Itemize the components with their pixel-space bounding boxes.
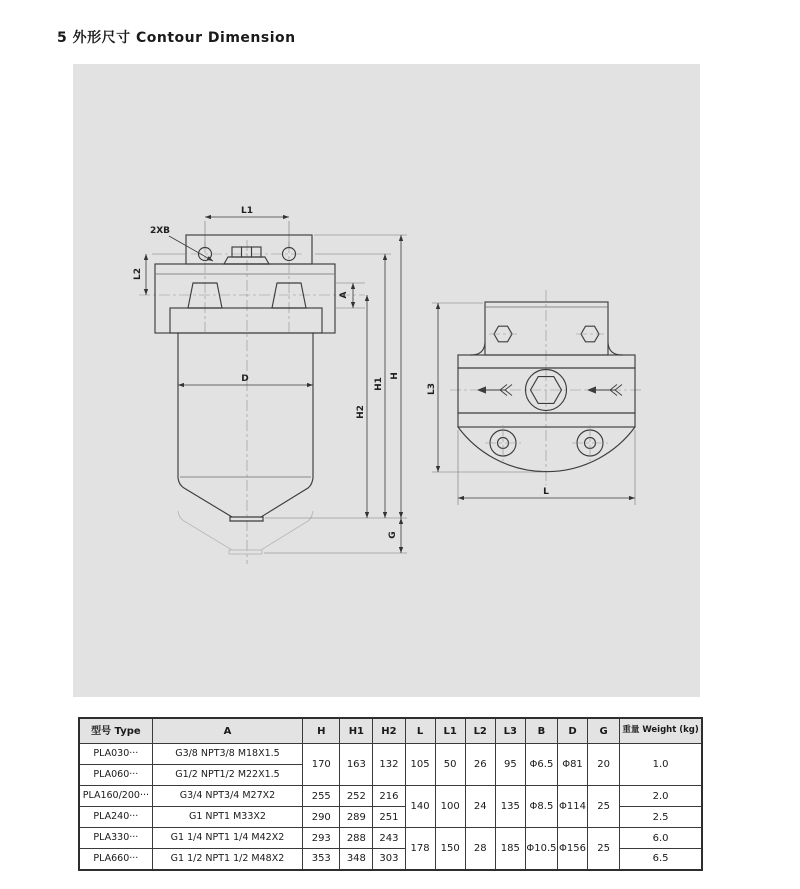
dim-label-h2: H2 <box>356 405 366 419</box>
col-header-h2: H2 <box>373 718 405 744</box>
cell-h2: 243 <box>373 828 405 849</box>
cell-a: G3/4 NPT3/4 M27X2 <box>152 786 302 807</box>
dim-label-l: L <box>543 487 549 497</box>
cell-l1: 50 <box>435 744 465 786</box>
cell-type: PLA030··· <box>79 744 152 765</box>
dim-label-2xb: 2XB <box>149 226 171 236</box>
top-view-drawing <box>427 290 643 505</box>
col-header-d: D <box>557 718 587 744</box>
cell-h: 290 <box>303 807 340 828</box>
dim-label-l2: L2 <box>133 268 143 280</box>
cell-weight: 2.5 <box>620 807 702 828</box>
dim-label-d: D <box>241 374 249 384</box>
cell-weight: 6.5 <box>620 849 702 870</box>
drawing-panel <box>73 64 700 697</box>
cell-h1: 289 <box>340 807 373 828</box>
dim-label-a: A <box>339 291 349 299</box>
cell-h2: 251 <box>373 807 405 828</box>
dim-label-l1: L1 <box>241 206 253 216</box>
cell-b: Φ6.5 <box>525 744 557 786</box>
table-row <box>79 828 702 849</box>
cell-h: 255 <box>303 786 340 807</box>
cell-h: 170 <box>303 744 340 786</box>
cell-weight: 2.0 <box>620 786 702 807</box>
cell-l: 178 <box>405 828 435 870</box>
cell-h2: 216 <box>373 786 405 807</box>
cell-d: Φ156 <box>557 828 587 870</box>
cell-l3: 135 <box>495 786 525 828</box>
dim-label-g: G <box>388 531 398 539</box>
cell-h1: 163 <box>340 744 373 786</box>
cell-h1: 348 <box>340 849 373 870</box>
cell-a: G1 1/4 NPT1 1/4 M42X2 <box>152 828 302 849</box>
cell-h: 353 <box>303 849 340 870</box>
cell-h1: 288 <box>340 828 373 849</box>
cell-h1: 252 <box>340 786 373 807</box>
cell-a: G1 1/2 NPT1 1/2 M48X2 <box>152 849 302 870</box>
cell-b: Φ10.5 <box>525 828 557 870</box>
dim-label-h: H <box>390 372 400 380</box>
front-view-drawing <box>133 206 407 564</box>
cell-type: PLA240··· <box>79 807 152 828</box>
col-header-b: B <box>525 718 557 744</box>
cell-l2: 26 <box>465 744 495 786</box>
cell-g: 25 <box>588 828 620 870</box>
col-header-g: G <box>588 718 620 744</box>
table-row <box>79 744 702 765</box>
col-header-a: A <box>152 718 302 744</box>
cell-l: 105 <box>405 744 435 786</box>
cell-weight: 1.0 <box>620 744 702 786</box>
cell-h2: 303 <box>373 849 405 870</box>
cell-type: PLA330··· <box>79 828 152 849</box>
cell-a: G1 NPT1 M33X2 <box>152 807 302 828</box>
table-header-row <box>79 718 702 744</box>
table-row <box>79 786 702 807</box>
cell-l2: 28 <box>465 828 495 870</box>
dim-label-l3: L3 <box>427 383 437 395</box>
cell-d: Φ81 <box>557 744 587 786</box>
col-header-l3: L3 <box>495 718 525 744</box>
cell-type: PLA660··· <box>79 849 152 870</box>
cell-g: 20 <box>588 744 620 786</box>
cell-l2: 24 <box>465 786 495 828</box>
cell-h2: 132 <box>373 744 405 786</box>
col-header-l1: L1 <box>435 718 465 744</box>
col-header-l: L <box>405 718 435 744</box>
page-title: 5 外形尺寸 Contour Dimension <box>57 30 296 46</box>
cell-l: 140 <box>405 786 435 828</box>
cell-d: Φ114 <box>557 786 587 828</box>
cell-weight: 6.0 <box>620 828 702 849</box>
cell-a: G1/2 NPT1/2 M22X1.5 <box>152 765 302 786</box>
col-header-l2: L2 <box>465 718 495 744</box>
col-header-type: 型号 Type <box>79 718 152 744</box>
cell-a: G3/8 NPT3/8 M18X1.5 <box>152 744 302 765</box>
cell-l1: 150 <box>435 828 465 870</box>
col-header-h1: H1 <box>340 718 373 744</box>
cell-g: 25 <box>588 786 620 828</box>
col-header-weight: 重量 Weight (kg) <box>620 718 702 744</box>
cell-type: PLA060··· <box>79 765 152 786</box>
contour-dimension-drawing <box>73 64 700 697</box>
cell-h: 293 <box>303 828 340 849</box>
dimension-table <box>78 717 703 871</box>
cell-l3: 185 <box>495 828 525 870</box>
dim-label-h1: H1 <box>374 377 384 391</box>
cell-l3: 95 <box>495 744 525 786</box>
col-header-h: H <box>303 718 340 744</box>
cell-l1: 100 <box>435 786 465 828</box>
cell-type: PLA160/200··· <box>79 786 152 807</box>
cell-b: Φ8.5 <box>525 786 557 828</box>
